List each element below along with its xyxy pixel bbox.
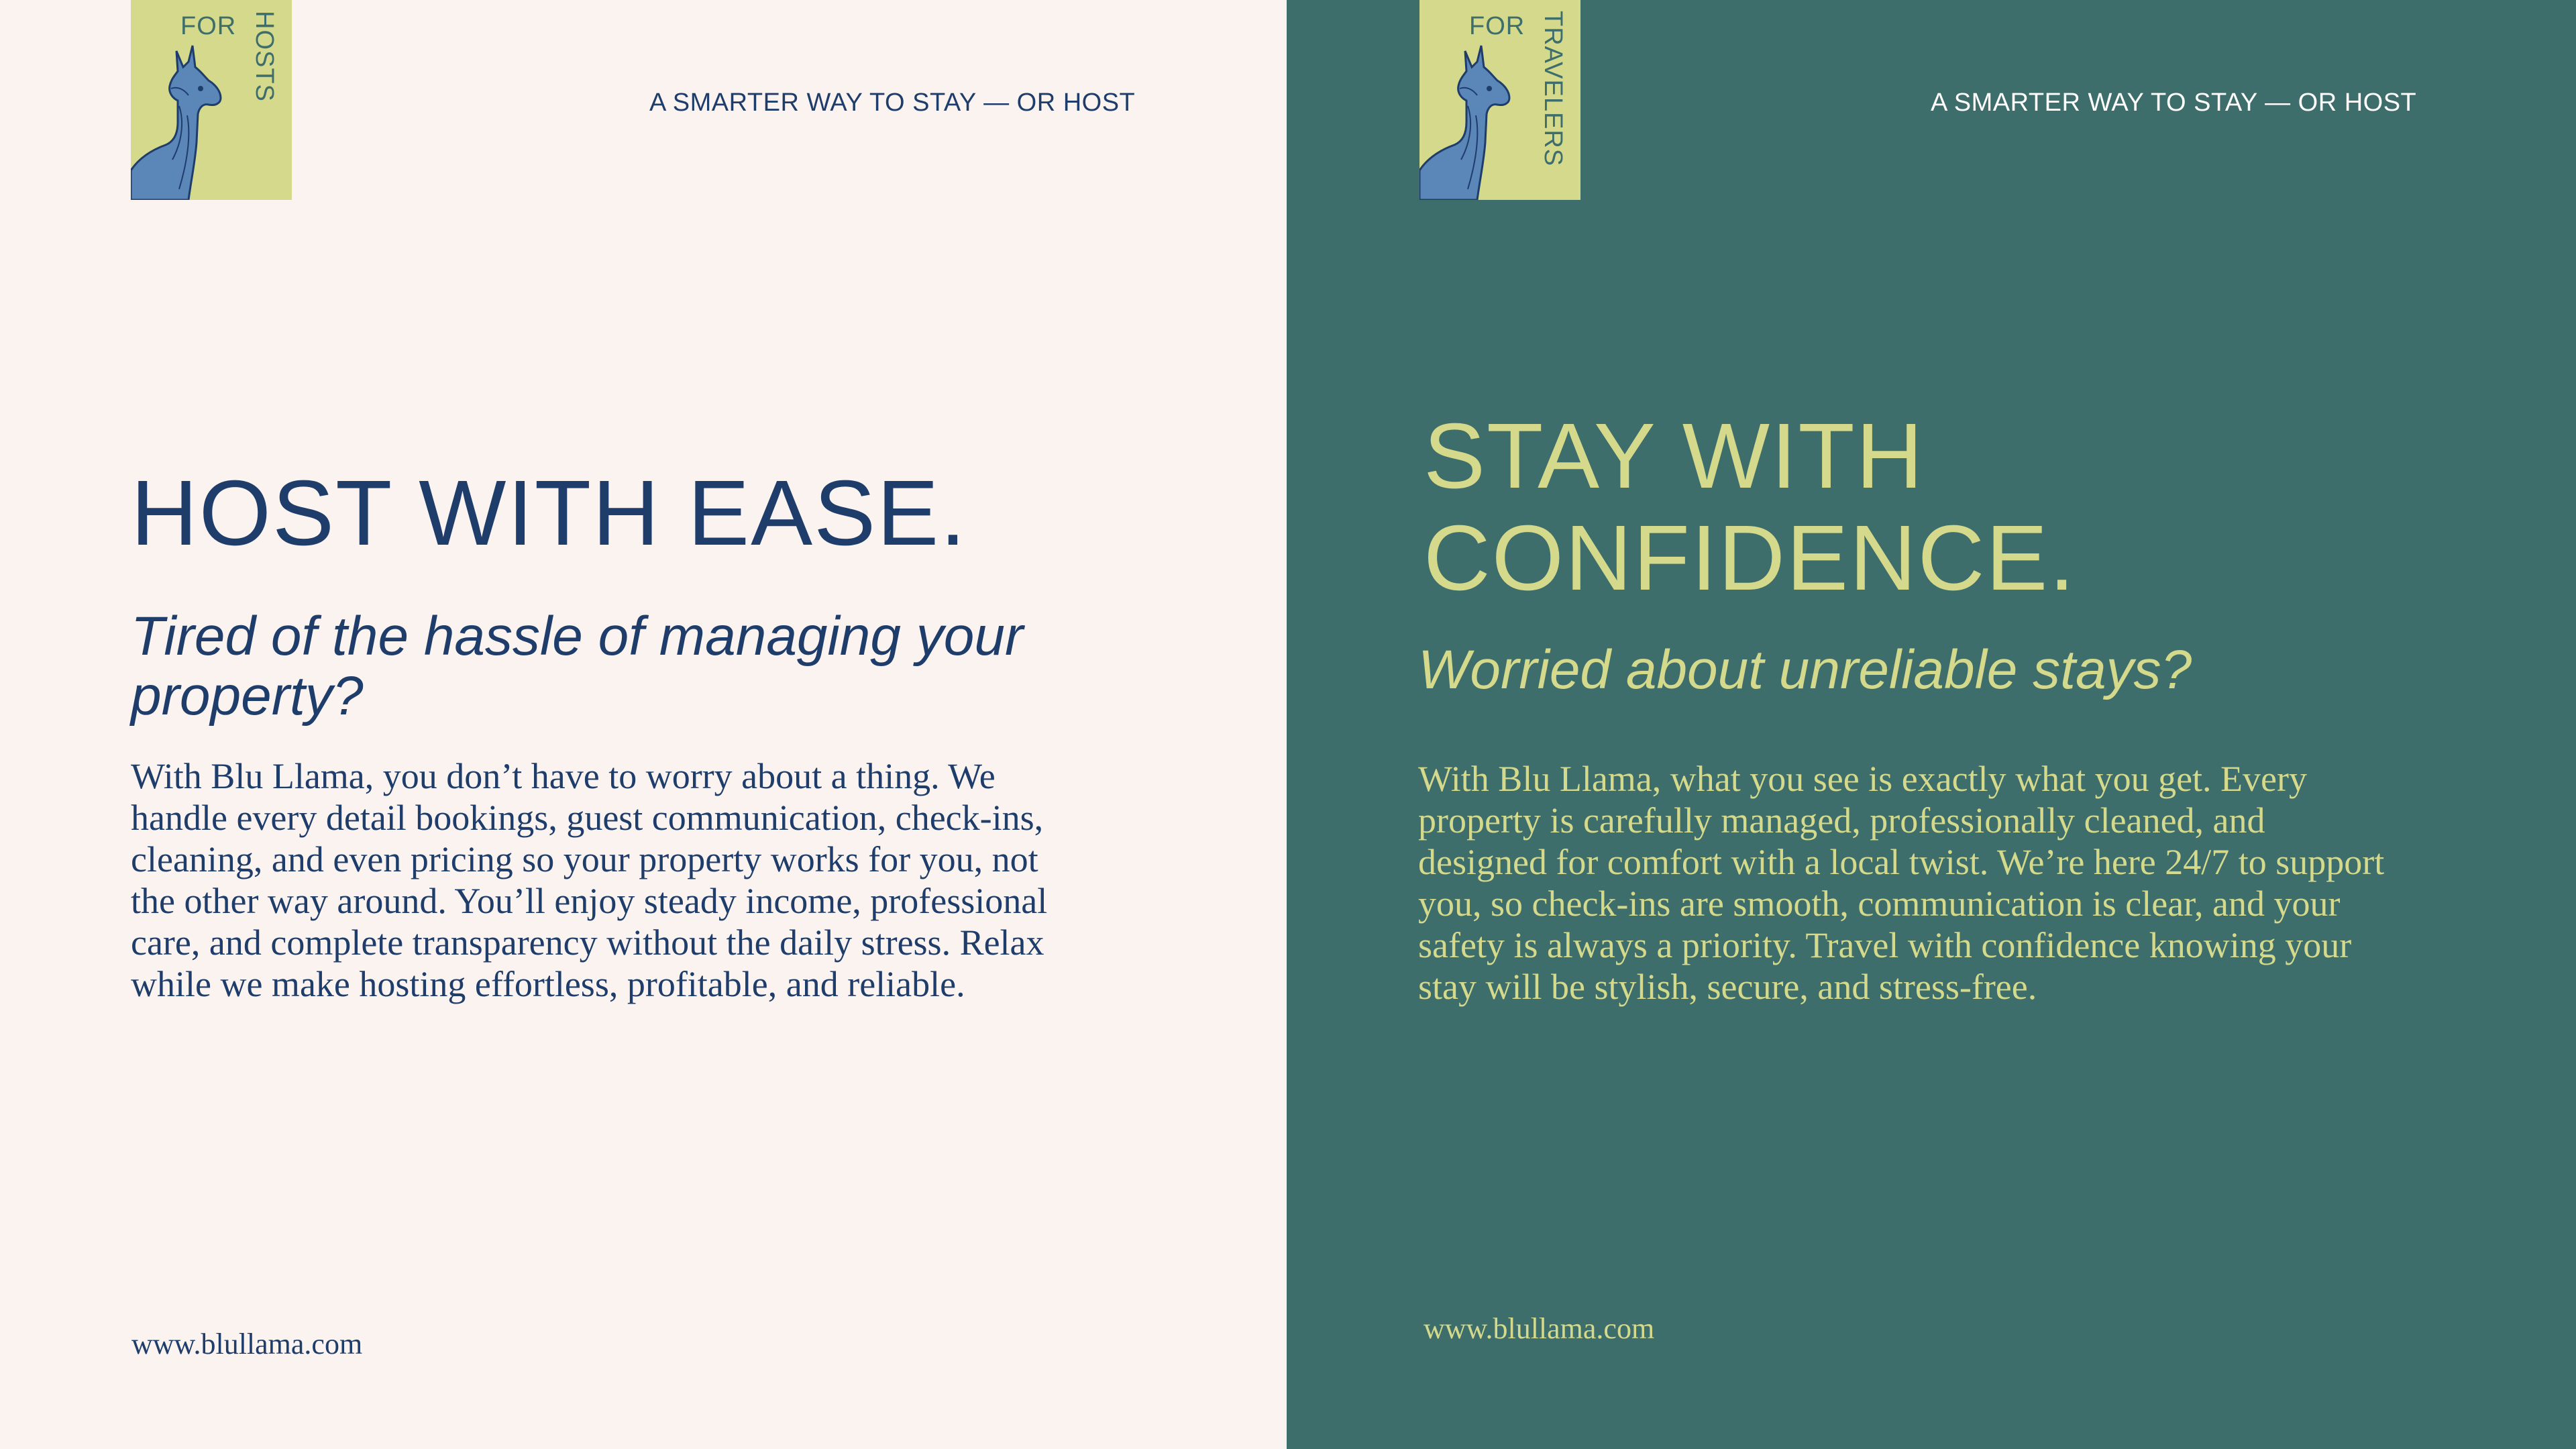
llama-icon [1419, 42, 1520, 200]
travelers-subhead: Worried about unreliable stays? [1418, 639, 2192, 700]
travelers-body-text: With Blu Llama, what you see is exactly what you get. Every property is carefully managed, professionally cleaned, and designed for comfort with a local twist. We’re here 24/7 to support you, so check-ins are smooth, communication is clear, and your safety is always a priority. Travel with confidence knowing your stay will be stylish, secure, and stress-free. [1418, 759, 2385, 1007]
travelers-headline: STAY WITH CONFIDENCE. [1424, 405, 2076, 610]
hosts-body-text: With Blu Llama, you don’t have to worry about a thing. We handle every detail bookings, guest communication, check-ins, cleaning, and even pricing so your property works for you, not the other way around. You’ll enjoy steady income, professional care, and complete transparency without the daily stress. Relax while we make hosting effortless, profitable, and reliable. [131, 756, 1048, 1004]
tagline: A SMARTER WAY TO STAY — OR HOST [1931, 89, 2417, 117]
website-url: www.blullama.com [131, 1328, 363, 1360]
hosts-badge [131, 0, 292, 200]
travelers-panel [1287, 0, 2576, 1449]
badge-for-label: FOR [180, 12, 237, 40]
badge-travelers-label: TRAVELERS [1539, 11, 1567, 167]
tagline: A SMARTER WAY TO STAY — OR HOST [649, 89, 1136, 117]
hosts-headline: HOST WITH EASE. [131, 462, 967, 565]
badge-hosts-label: HOSTS [250, 11, 278, 102]
badge-for-label: FOR [1469, 12, 1525, 40]
travelers-badge [1419, 0, 1580, 200]
hosts-subhead: Tired of the hassle of managing your property? [131, 606, 1024, 727]
website-url: www.blullama.com [1424, 1312, 1655, 1345]
llama-icon [131, 42, 231, 200]
hosts-panel [0, 0, 1287, 1449]
